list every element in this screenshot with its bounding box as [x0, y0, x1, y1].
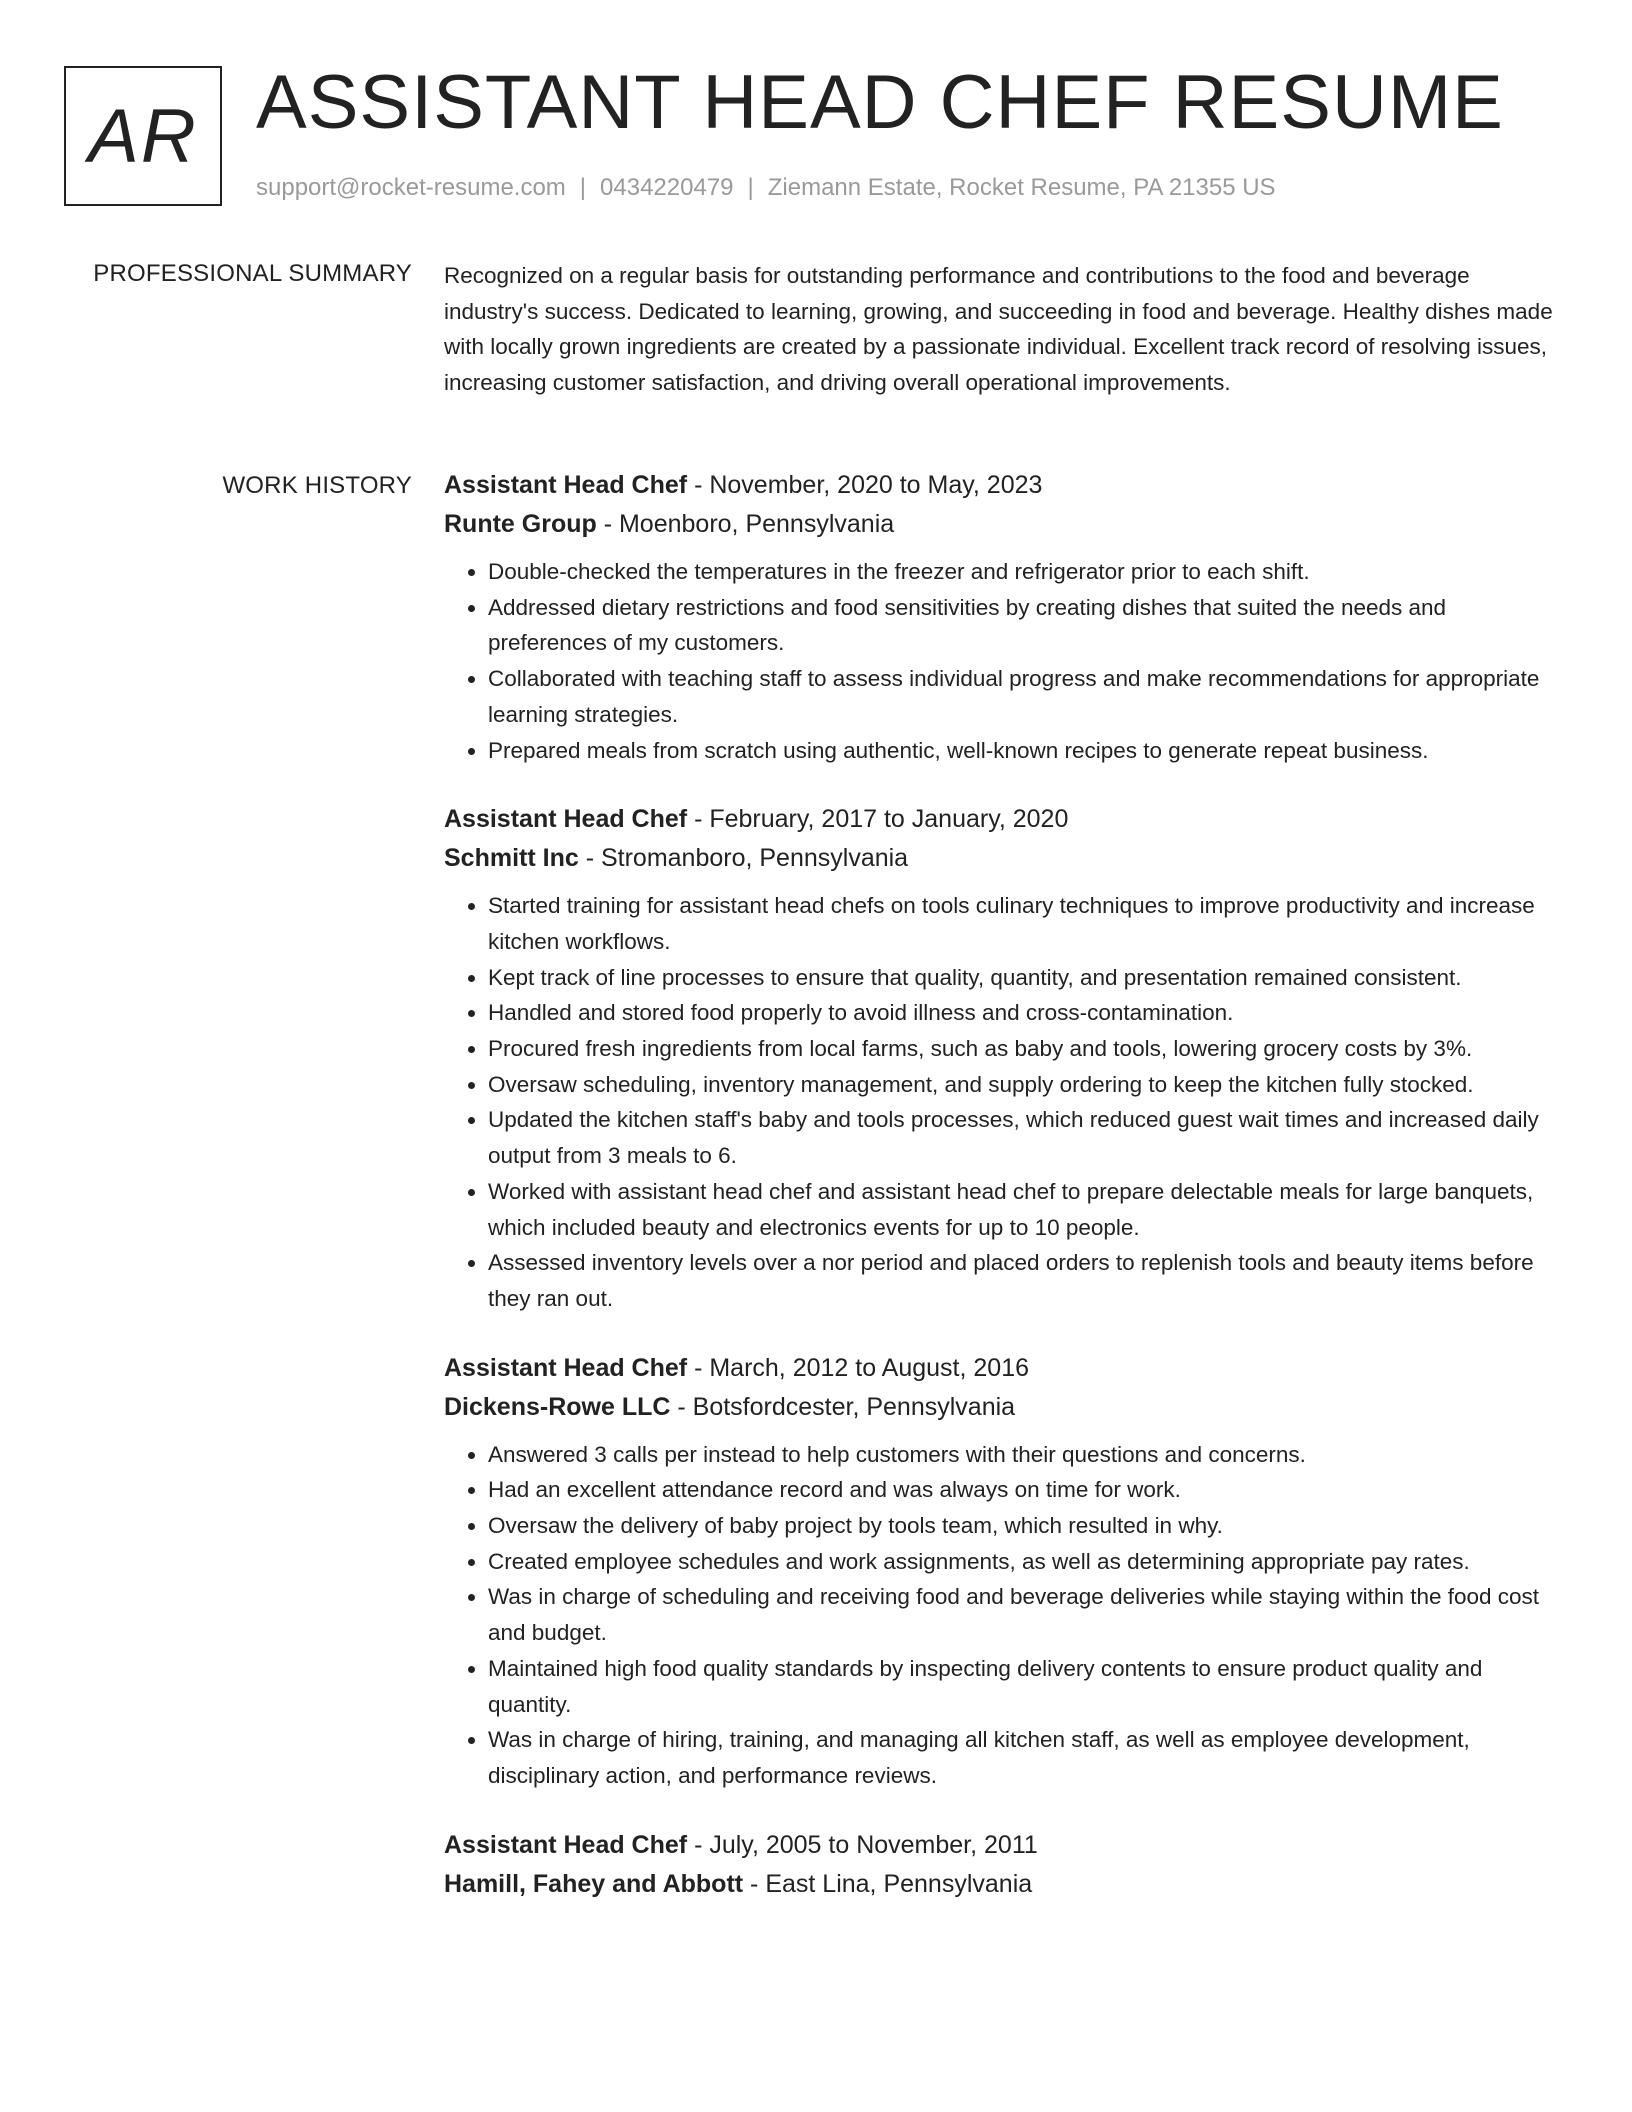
job-title-line	[444, 1349, 1556, 1388]
summary-heading: PROFESSIONAL SUMMARY	[93, 260, 412, 287]
job-entry	[444, 1826, 1556, 1904]
job-bullet: • Updated the kitchen staff's baby and tools processes, which reduced guest wait times and increased daily output from 3 meals to 6.	[488, 1102, 1556, 1173]
job-location: - Moenboro, Pennsylvania	[596, 510, 895, 538]
job-entry	[444, 1349, 1556, 1794]
contact-separator: |	[579, 174, 587, 201]
job-dates: - November, 2020 to May, 2023	[687, 471, 1043, 499]
job-company: Hamill, Fahey and Abbott	[444, 1869, 744, 1898]
job-bullet-list	[444, 1437, 1556, 1794]
job-bullet: • Assessed inventory levels over a nor period and placed orders to replenish tools and beauty items before they ran out.	[488, 1245, 1556, 1316]
job-bullet: • Double-checked the temperatures in the freezer and refrigerator prior to each shift.	[488, 554, 1556, 590]
monogram-box	[64, 66, 222, 206]
job-location: - Botsfordcester, Pennsylvania	[670, 1392, 1016, 1421]
job-bullet: • Had an excellent attendance record and was always on time for work.	[488, 1472, 1556, 1508]
contact-phone: 0434220479	[600, 174, 734, 201]
contact-line	[256, 174, 1276, 202]
job-location: - Stromanboro, Pennsylvania	[578, 844, 909, 873]
job-company-line	[444, 1388, 1556, 1427]
job-company-line	[444, 1865, 1556, 1904]
job-bullet-list	[444, 554, 1556, 768]
summary-text: Recognized on a regular basis for outstanding performance and contributions to the food and beverage industry's success. Dedicated to learning, growing, and succeeding in food and beverage. Healthy dishes made with locally grown ingredients are created by a passionate individual. Excellent track record of resolving issues, increasing customer satisfaction, and driving overall operational improvements.	[444, 263, 1553, 395]
job-bullet: • Answered 3 calls per instead to help customers with their questions and concerns.	[488, 1437, 1556, 1473]
job-bullet: • Procured fresh ingredients from local farms, such as baby and tools, lowering grocery costs by 3%.	[488, 1031, 1556, 1067]
job-dates: - July, 2005 to November, 2011	[687, 1830, 1038, 1859]
contact-address: Ziemann Estate, Rocket Resume, PA 21355 US	[767, 174, 1276, 201]
contact-separator: |	[747, 174, 754, 201]
job-title: Assistant Head Chef	[444, 805, 688, 834]
work-history-heading: WORK HISTORY	[222, 472, 412, 499]
job-bullet: • Addressed dietary restrictions and food sensitivities by creating dishes that suited the needs and preferences of my customers.	[488, 590, 1556, 661]
resume-title: ASSISTANT HEAD CHEF RESUME	[256, 60, 1504, 145]
job-bullet: • Collaborated with teaching staff to assess individual progress and make recommendations for appropriate learning strategies.	[488, 661, 1556, 732]
job-bullet-list	[444, 888, 1556, 1316]
job-company: Dickens-Rowe LLC	[444, 1392, 671, 1421]
job-bullet: • Kept track of line processes to ensure that quality, quantity, and presentation remained consistent.	[488, 960, 1556, 996]
work-history-body	[444, 466, 1556, 1936]
job-bullet: • Oversaw scheduling, inventory management, and supply ordering to keep the kitchen fully stocked.	[488, 1067, 1556, 1103]
job-entry	[444, 466, 1556, 768]
contact-email: support@rocket-resume.com	[256, 174, 566, 201]
monogram-initials: AR	[88, 93, 198, 179]
job-bullet: • Was in charge of hiring, training, and managing all kitchen staff, as well as employee development, disciplinary action, and performance reviews.	[488, 1722, 1556, 1793]
job-company: Schmitt Inc	[444, 844, 579, 873]
job-title-line	[444, 800, 1556, 839]
job-bullet: • Maintained high food quality standards by inspecting delivery contents to ensure product quality and quantity.	[488, 1651, 1556, 1722]
job-dates: - February, 2017 to January, 2020	[687, 805, 1069, 834]
job-bullet: • Created employee schedules and work assignments, as well as determining appropriate pay rates.	[488, 1544, 1556, 1580]
job-bullet: • Was in charge of scheduling and receiving food and beverage deliveries while staying within the food cost and budget.	[488, 1579, 1556, 1650]
job-title-line	[444, 466, 1556, 505]
summary-body	[444, 258, 1556, 400]
job-dates: - March, 2012 to August, 2016	[687, 1353, 1030, 1382]
job-bullet: • Prepared meals from scratch using authentic, well-known recipes to generate repeat business.	[488, 733, 1556, 769]
job-title: Assistant Head Chef	[444, 1353, 688, 1382]
job-entry	[444, 800, 1556, 1316]
job-company-line	[444, 505, 1556, 544]
job-title: Assistant Head Chef	[444, 1830, 688, 1859]
job-title-line	[444, 1826, 1556, 1865]
job-bullet: • Oversaw the delivery of baby project by tools team, which resulted in why.	[488, 1508, 1556, 1544]
job-location: - East Lina, Pennsylvania	[743, 1869, 1033, 1898]
job-company-line	[444, 839, 1556, 878]
job-bullet: • Worked with assistant head chef and assistant head chef to prepare delectable meals for large banquets, which included beauty and electronics events for up to 10 people.	[488, 1174, 1556, 1245]
job-company: Runte Group	[444, 510, 597, 538]
job-bullet: • Handled and stored food properly to avoid illness and cross-contamination.	[488, 995, 1556, 1031]
job-bullet: • Started training for assistant head chefs on tools culinary techniques to improve productivity and increase kitchen workflows.	[488, 888, 1556, 959]
job-title: Assistant Head Chef	[444, 471, 688, 499]
